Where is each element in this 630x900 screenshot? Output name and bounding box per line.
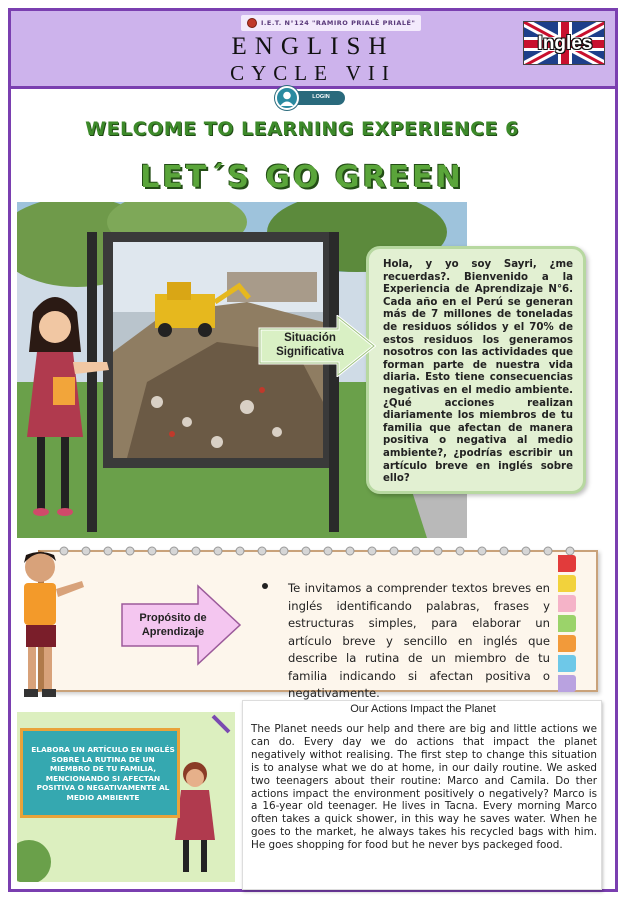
tab-orange: [558, 635, 576, 652]
proposito-text: Te invitamos a comprender textos breves en inglés identificando palabras, frases y estructuras simples, para elaborar un artículo breve y sencillo en inglés que describe la rutina de un miembro de tu familia indicando si afectan positiva o negativamente.: [288, 581, 550, 700]
login-button[interactable]: [275, 86, 345, 110]
school-name: I.E.T. N°124 "RAMIRO PRIALÉ PRIALÉ": [261, 19, 416, 27]
header: [11, 11, 615, 89]
welcome-heading: WELCOME TO LEARNING EXPERIENCE 6: [85, 118, 519, 140]
task-banner-text: ELABORA UN ARTÍCULO EN INGLÉS SOBRE LA RUTINA DE UN MIEMBRO DE TU FAMILIA, MENCIONANDO SI AFECTAN POSITIVA O NEGATIVAMENTE AL MEDIO AMBIENTE: [31, 745, 175, 802]
proposito-label: Propósito de Aprendizaje: [139, 612, 207, 638]
tab-yellow: [558, 575, 576, 592]
page-title: ENGLISH: [231, 33, 395, 60]
flag-label: Ingles: [537, 33, 593, 54]
task-banner: [20, 728, 180, 818]
boy-illustration: [10, 545, 90, 705]
page-subtitle: CYCLE VII: [230, 61, 396, 85]
article-title: Our Actions Impact the Planet: [350, 703, 496, 715]
color-tabs: [558, 555, 580, 695]
situacion-callout: [366, 246, 586, 494]
school-bar: [241, 15, 421, 31]
tab-blue: [558, 655, 576, 672]
school-crest-icon: [247, 18, 257, 28]
proposito-arrow: [120, 584, 242, 666]
situacion-arrow: [258, 315, 376, 377]
tab-green: [558, 615, 576, 632]
uk-flag-icon: [523, 21, 605, 65]
situacion-text: Hola, y yo soy Sayri, ¿me recuerdas?. Bienvenido a la Experiencia de Aprendizaje N°6. Cada año en el Perú se generan más de 7 millones de toneladas de residuos sólidos y el 70% de estos residuos los generamos nosotros con las actividades que forman parte de nuestra vida diaria. Esto tiene consecuencias negativas en el medio ambiente. ¿Qué acciones realizan diariamente los miembros de tu familia que afectan de manera positiva o negativa al medio ambiente?, ¿podrías escribir un artículo breve en inglés sobre ello?: [383, 259, 573, 485]
lets-go-green-heading: LET´S GO GREEN: [140, 160, 464, 195]
bullet-dot: [262, 583, 268, 589]
article-body: The Planet needs our help and there are big and little actions we can do. Every day we do actions that impact the planet negatively withot realising. The first step to change this situation is to analyse what we do at home, in our daily routine. We asked two teenagers about their routine: Marco and Camila. Do ther actions impact the environment positively o negatively? Marco is a 16-year old teenager. He lives in Tacna. Every morning Marco often takes a quick shower, in this way he saves water. When he goes to the market, he always takes his recycled bags with him. He goes shopping for food but he never bys packeged food.: [251, 723, 597, 852]
tab-lilac: [558, 675, 576, 692]
tab-pink: [558, 595, 576, 612]
user-avatar-icon: [275, 86, 299, 110]
login-label: LOGIN: [312, 94, 330, 100]
situacion-label: Situación Significativa: [276, 332, 344, 358]
article-card: [242, 700, 602, 890]
tab-red: [558, 555, 576, 572]
